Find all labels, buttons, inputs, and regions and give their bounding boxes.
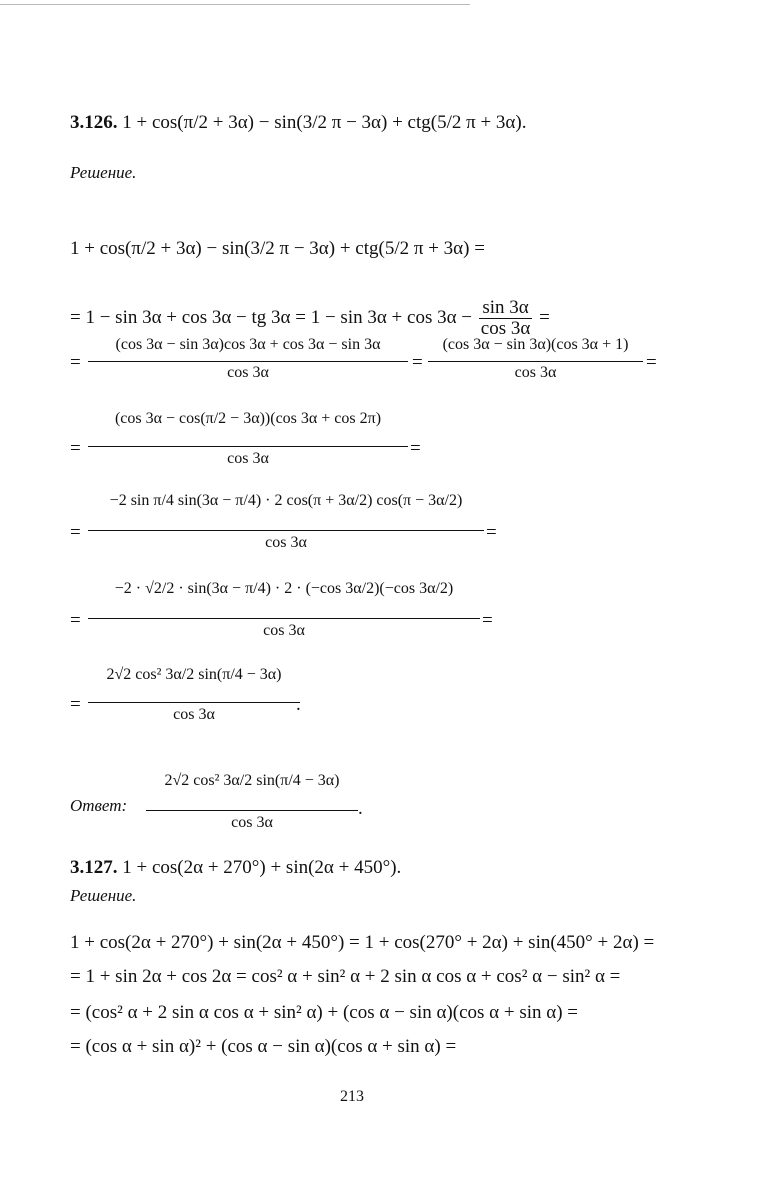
page-number: 213 xyxy=(340,1088,364,1105)
solution-127-line-4: = (cos α + sin α)² + (cos α − sin α)(cos α + sin α) = xyxy=(70,1036,457,1057)
fraction-line-5 xyxy=(88,482,484,556)
equals-sign: = xyxy=(70,438,81,459)
problem-127-heading xyxy=(70,857,401,879)
fraction-line-4 xyxy=(88,398,408,472)
fraction-bar xyxy=(428,361,643,362)
fraction-denominator: cos 3α xyxy=(263,622,305,639)
answer-fraction xyxy=(146,758,358,838)
equals-sign: = xyxy=(410,438,421,459)
equals-sign: = xyxy=(70,522,81,543)
fraction-denominator: cos 3α xyxy=(514,364,557,381)
fraction-numerator: (cos 3α − sin 3α)(cos 3α + 1) xyxy=(442,336,629,353)
fraction-bar xyxy=(88,446,408,447)
equals-sign: = xyxy=(539,306,550,328)
equals-sign: = xyxy=(70,694,81,715)
fraction-denominator: cos 3α xyxy=(231,814,273,831)
fraction-line-3-b xyxy=(428,336,643,386)
fraction-denominator: cos 3α xyxy=(480,317,531,339)
fraction-denominator: cos 3α xyxy=(265,534,307,551)
fraction-denominator: cos 3α xyxy=(227,450,269,467)
fraction-bar xyxy=(146,810,358,811)
fraction-line-3-a xyxy=(88,336,408,386)
solution-line-2-left: = 1 − sin 3α + cos 3α − tg 3α = 1 − sin 3α + cos 3α − xyxy=(70,306,473,328)
scan-edge-line xyxy=(0,4,470,5)
solution-line-1: 1 + cos(π/2 + 3α) − sin(3/2 π − 3α) + ctg(5/2 π + 3α) = xyxy=(70,238,485,259)
fraction-numerator: 2√2 cos² 3α/2 sin(π/4 − 3α) xyxy=(164,772,340,789)
fraction-bar xyxy=(88,530,484,531)
fraction-numerator: −2 · √2/2 · sin(3α − π/4) · 2 · (−cos 3α/2)(−cos 3α/2) xyxy=(114,580,454,597)
solution-127-line-1: 1 + cos(2α + 270°) + sin(2α + 450°) = 1 + cos(270° + 2α) + sin(450° + 2α) = xyxy=(70,932,655,953)
equals-sign: = xyxy=(70,352,81,373)
fraction-numerator: (cos 3α − sin 3α)cos 3α + cos 3α − sin 3α xyxy=(115,336,381,353)
period: . xyxy=(296,694,301,715)
solution-127-line-2: = 1 + sin 2α + cos 2α = cos² α + sin² α + 2 sin α cos α + cos² α − sin² α = xyxy=(70,966,621,987)
solution-label: Решение. xyxy=(70,886,137,905)
fraction-bar xyxy=(88,361,408,362)
fraction-bar xyxy=(88,702,300,703)
fraction-numerator: −2 sin π/4 sin(3α − π/4) · 2 cos(π + 3α/2) cos(π − 3α/2) xyxy=(109,492,463,509)
fraction-sin-over-cos xyxy=(479,298,533,339)
problem-number: 3.127. xyxy=(70,857,118,878)
fraction-line-6 xyxy=(88,568,480,644)
fraction-denominator: cos 3α xyxy=(227,364,269,381)
equals-sign: = xyxy=(412,352,423,373)
problem-statement: 1 + cos(π/2 + 3α) − sin(3/2 π − 3α) + ctg(5/2 π + 3α). xyxy=(122,112,527,133)
solution-127-line-3: = (cos² α + 2 sin α cos α + sin² α) + (cos α − sin α)(cos α + sin α) = xyxy=(70,1002,578,1023)
fraction-numerator: sin 3α xyxy=(479,298,533,319)
fraction-numerator: (cos 3α − cos(π/2 − 3α))(cos 3α + cos 2π) xyxy=(114,410,382,427)
problem-126-heading xyxy=(70,112,526,134)
fraction-numerator: 2√2 cos² 3α/2 sin(π/4 − 3α) xyxy=(106,666,282,683)
equals-sign: = xyxy=(646,352,657,373)
equals-sign: = xyxy=(70,610,81,631)
period: . xyxy=(358,798,363,819)
equals-sign: = xyxy=(482,610,493,631)
fraction-denominator: cos 3α xyxy=(173,706,215,723)
solution-label: Решение. xyxy=(70,163,137,182)
fraction-line-7 xyxy=(88,654,300,728)
problem-statement: 1 + cos(2α + 270°) + sin(2α + 450°). xyxy=(122,857,402,878)
problem-number: 3.126. xyxy=(70,112,118,133)
fraction-bar xyxy=(88,618,480,619)
equals-sign: = xyxy=(486,522,497,543)
solution-line-2 xyxy=(70,298,550,339)
answer-label: Ответ: xyxy=(70,796,128,815)
